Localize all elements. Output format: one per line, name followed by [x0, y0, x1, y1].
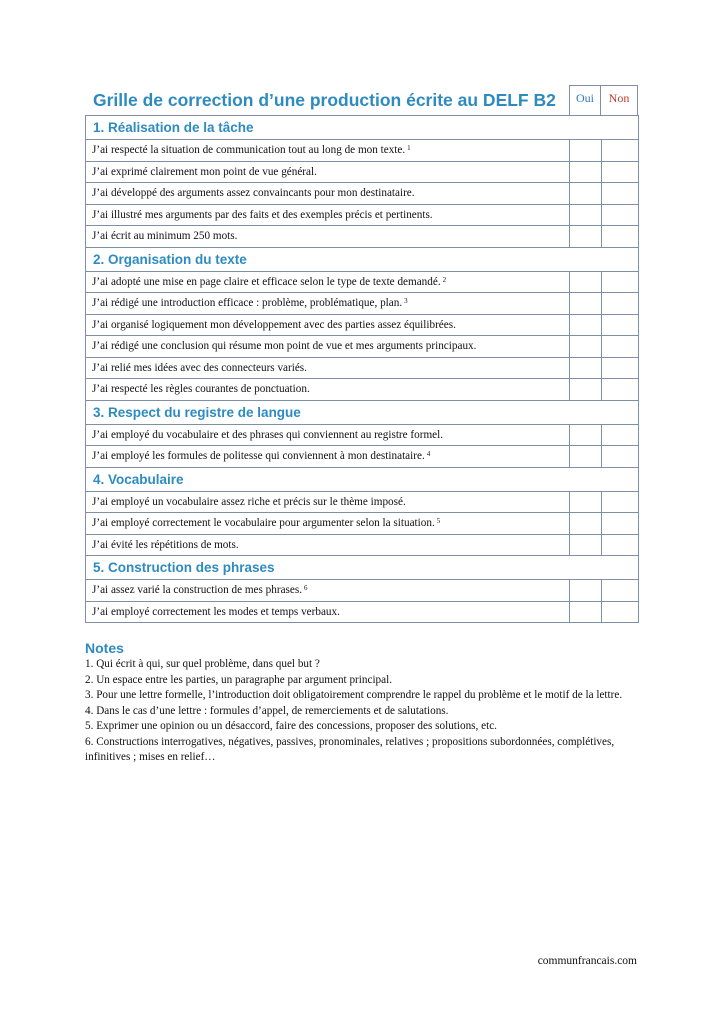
criterion-text: J’ai employé du vocabulaire et des phrases qui conviennent au registre formel. [92, 428, 444, 441]
checkbox-oui[interactable] [570, 357, 602, 379]
checkbox-non[interactable] [602, 379, 639, 401]
criterion-text: J’ai employé correctement le vocabulaire pour argumenter selon la situation. [92, 517, 435, 530]
checkbox-oui[interactable] [570, 534, 602, 556]
section-header [86, 400, 639, 424]
criterion-row [86, 580, 639, 602]
criterion-text: J’ai rédigé une conclusion qui résume mon point de vue et mes arguments principaux. [92, 340, 477, 353]
criterion-row [86, 534, 639, 556]
criterion-cell [86, 226, 570, 248]
section-title: 1. Réalisation de la tâche [86, 116, 639, 140]
section-header [86, 247, 639, 271]
criterion-cell [86, 314, 570, 336]
criterion-text: J’ai développé des arguments assez convaincants pour mon destinataire. [92, 187, 415, 200]
notes-list [85, 657, 645, 766]
note-item: 5. Exprimer une opinion ou un désaccord, faire des concessions, proposer des solutions, etc. [85, 720, 497, 732]
checkbox-non[interactable] [602, 204, 639, 226]
checkbox-oui[interactable] [570, 314, 602, 336]
criterion-text: J’ai évité les répétitions de mots. [92, 538, 239, 551]
note-item: 4. Dans le cas d’une lettre : formules d’appel, de remerciements et de salutations. [85, 704, 449, 717]
criterion-cell [86, 491, 570, 513]
criterion-text: J’ai assez varié la construction de mes phrases. [92, 584, 303, 597]
footer-website: communfrancais.com [537, 955, 637, 967]
criterion-text: J’ai exprimé clairement mon point de vue général. [92, 165, 317, 178]
criterion-row [86, 446, 639, 468]
criterion-cell [86, 357, 570, 379]
criterion-text: J’ai employé les formules de politesse qui conviennent à mon destinataire. [92, 450, 425, 463]
checkbox-oui[interactable] [570, 183, 602, 205]
criterion-text: J’ai respecté la situation de communication tout au long de mon texte. [92, 144, 406, 157]
criterion-text: J’ai employé correctement les modes et temps verbaux. [92, 605, 340, 618]
criterion-text: J’ai rédigé une introduction efficace : problème, problématique, plan. [92, 297, 403, 310]
footnote-marker: 4 [426, 450, 431, 459]
footnote-marker: 6 [304, 584, 308, 593]
page-title: Grille de correction d’une production écrite au DELF B2 [93, 90, 556, 110]
checkbox-non[interactable] [602, 183, 639, 205]
column-header-oui: Oui [569, 85, 601, 115]
checkbox-oui[interactable] [570, 446, 602, 468]
checkbox-oui[interactable] [570, 226, 602, 248]
checkbox-non[interactable] [602, 580, 639, 602]
checkbox-non[interactable] [602, 293, 639, 315]
checkbox-oui[interactable] [570, 336, 602, 358]
checkbox-non[interactable] [602, 424, 639, 446]
checkbox-oui[interactable] [570, 379, 602, 401]
criterion-cell [86, 513, 570, 535]
criterion-cell [86, 204, 570, 226]
criterion-text: J’ai employé un vocabulaire assez riche et précis sur le thème imposé. [92, 495, 406, 508]
criterion-cell [86, 183, 570, 205]
checkbox-non[interactable] [602, 271, 639, 293]
criterion-text: J’ai relié mes idées avec des connecteurs variés. [92, 361, 307, 374]
checkbox-oui[interactable] [570, 204, 602, 226]
criterion-cell [86, 580, 570, 602]
checkbox-oui[interactable] [570, 601, 602, 623]
checkbox-oui[interactable] [570, 293, 602, 315]
checkbox-non[interactable] [602, 491, 639, 513]
criterion-cell [86, 271, 570, 293]
section-header [86, 467, 639, 491]
criterion-row [86, 424, 639, 446]
footnote-marker: 3 [404, 297, 408, 306]
checkbox-oui[interactable] [570, 140, 602, 162]
criterion-cell [86, 601, 570, 623]
checkbox-oui[interactable] [570, 491, 602, 513]
criterion-row [86, 601, 639, 623]
checkbox-non[interactable] [602, 314, 639, 336]
criterion-row [86, 140, 639, 162]
criterion-row [86, 293, 639, 315]
checkbox-non[interactable] [602, 336, 639, 358]
criterion-cell [86, 336, 570, 358]
criterion-row [86, 183, 639, 205]
criterion-cell [86, 379, 570, 401]
checkbox-oui[interactable] [570, 580, 602, 602]
section-header [86, 116, 639, 140]
checkbox-oui[interactable] [570, 161, 602, 183]
criterion-text: J’ai écrit au minimum 250 mots. [92, 230, 238, 243]
criterion-row [86, 271, 639, 293]
note-item: 1. Qui écrit à qui, sur quel problème, dans quel but ? [85, 658, 320, 670]
criterion-text: J’ai adopté une mise en page claire et efficace selon le type de texte demandé. [92, 275, 441, 288]
checkbox-non[interactable] [602, 601, 639, 623]
criterion-cell [86, 161, 570, 183]
checkbox-oui[interactable] [570, 424, 602, 446]
footnote-marker: 5 [436, 517, 441, 526]
notes-section [85, 640, 645, 766]
criterion-row [86, 314, 639, 336]
footnote-marker: 1 [407, 144, 411, 153]
criterion-cell [86, 293, 570, 315]
checkbox-oui[interactable] [570, 513, 602, 535]
criterion-cell [86, 424, 570, 446]
criterion-cell [86, 140, 570, 162]
criterion-cell [86, 534, 570, 556]
footnote-marker: 2 [442, 275, 447, 284]
checkbox-non[interactable] [602, 513, 639, 535]
section-title: 3. Respect du registre de langue [86, 400, 639, 424]
checkbox-non[interactable] [602, 357, 639, 379]
note-item: 3. Pour une lettre formelle, l’introduction doit obligatoirement comprendre le rappel du problème et le motif de la lettre. [85, 689, 623, 701]
criterion-row [86, 357, 639, 379]
criterion-text: J’ai respecté les règles courantes de ponctuation. [92, 383, 310, 396]
correction-grid [85, 115, 639, 623]
criterion-row [86, 161, 639, 183]
note-item: 6. Constructions interrogatives, négatives, passives, pronominales, relatives ; propositions subordonnées, complétives, infinitives ; mises en relief… [85, 735, 615, 763]
criterion-cell [86, 446, 570, 468]
criterion-row [86, 204, 639, 226]
section-title: 2. Organisation du texte [86, 247, 639, 271]
criterion-row [86, 379, 639, 401]
note-item: 2. Un espace entre les parties, un paragraphe par argument principal. [85, 673, 393, 686]
checkbox-non[interactable] [602, 140, 639, 162]
checkbox-non[interactable] [602, 446, 639, 468]
checkbox-non[interactable] [602, 534, 639, 556]
column-header-non: Non [601, 85, 638, 115]
checkbox-oui[interactable] [570, 271, 602, 293]
criterion-row [86, 336, 639, 358]
criterion-row [86, 226, 639, 248]
section-title: 4. Vocabulaire [86, 467, 639, 491]
criterion-row [86, 491, 639, 513]
checkbox-non[interactable] [602, 226, 639, 248]
notes-title: Notes [85, 640, 124, 656]
criterion-text: J’ai illustré mes arguments par des faits et des exemples précis et pertinents. [92, 208, 433, 221]
criterion-text: J’ai organisé logiquement mon développement avec des parties assez équilibrées. [92, 318, 456, 331]
criterion-row [86, 513, 639, 535]
section-title: 5. Construction des phrases [86, 556, 639, 580]
checkbox-non[interactable] [602, 161, 639, 183]
section-header [86, 556, 639, 580]
